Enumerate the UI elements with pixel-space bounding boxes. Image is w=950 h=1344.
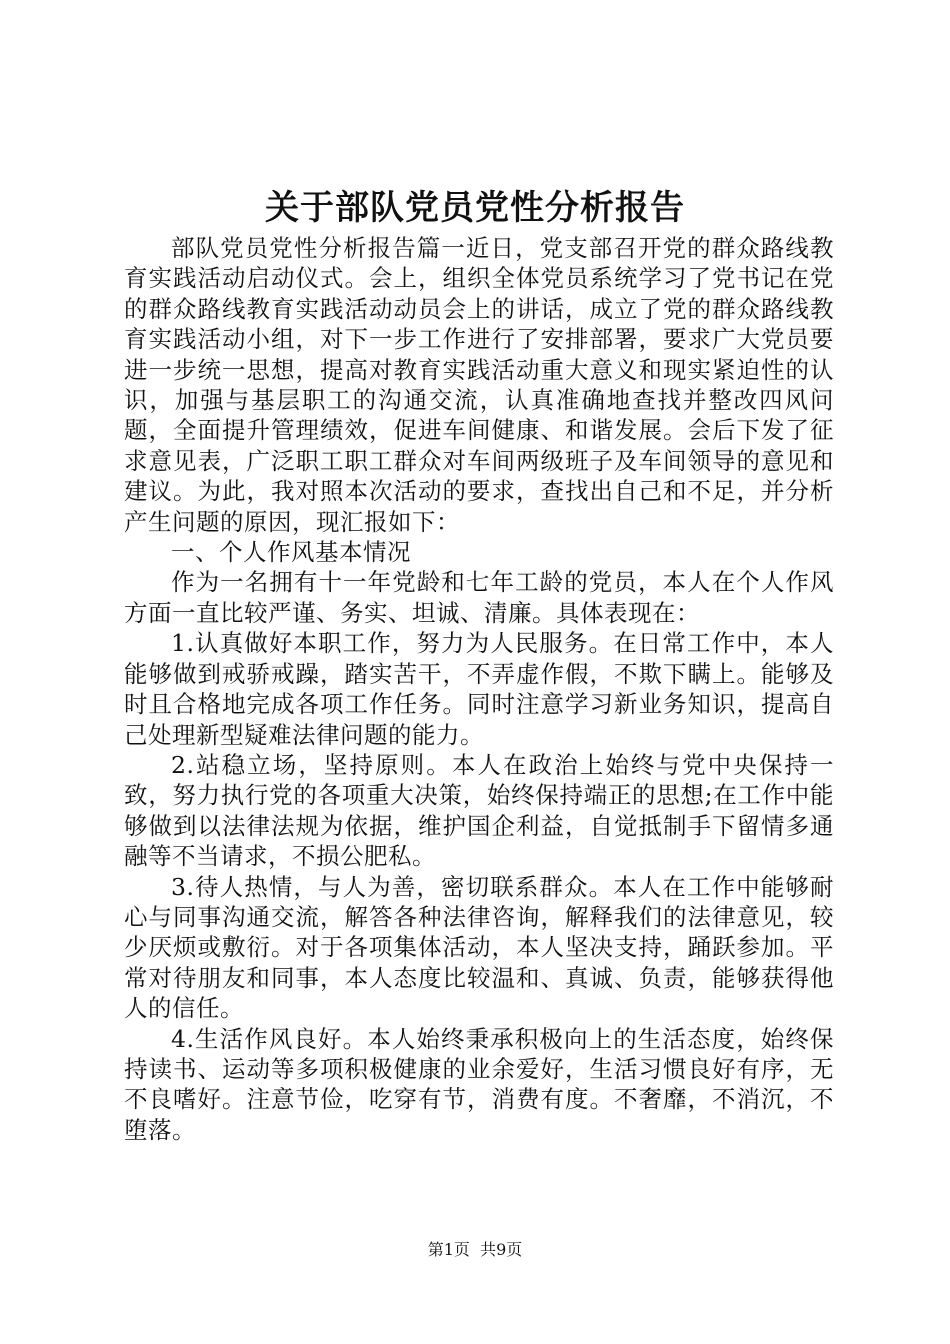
paragraph-item-2: 2.站稳立场，坚持原则。本人在政治上始终与党中央保持一致，努力执行党的各项重大决策，始终保持端正的思想;在工作中能够做到以法律法规为依据，维护国企利益，自觉抵制手下留情多通融等不当请求，不损公肥私。: [124, 750, 834, 871]
page-footer: [0, 1239, 950, 1261]
page-title: 关于部队党员党性分析报告: [265, 188, 685, 228]
paragraph-item-4: 4.生活作风良好。本人始终秉承积极向上的生活态度，始终保持读书、运动等多项积极健康的业余爱好，生活习惯良好有序，无不良嗜好。注意节俭，吃穿有节，消费有度。不奢靡，不消沉，不堕落。: [124, 1024, 834, 1144]
document-body: [124, 233, 834, 1145]
paragraph-overview: 作为一名拥有十一年党龄和七年工龄的党员，本人在个人作风方面一直比较严谨、务实、坦诚、清廉。具体表现在：: [124, 568, 834, 627]
paragraph-item-1: 1.认真做好本职工作，努力为人民服务。在日常工作中，本人能够做到戒骄戒躁，踏实苦干，不弄虚作假，不欺下瞒上。能够及时且合格地完成各项工作任务。同时注意学习新业务知识，提高自己处理新型疑难法律问题的能力。: [124, 629, 834, 749]
paragraph-item-3: 3.待人热情，与人为善，密切联系群众。本人在工作中能够耐心与同事沟通交流，解答各种法律咨询，解释我们的法律意见，较少厌烦或敷衍。对于各项集体活动，本人坚决支持，踊跃参加。平常对待朋友和同事，本人态度比较温和、真诚、负责，能够获得他人的信任。: [124, 872, 834, 1023]
section-heading: 一、个人作风基本情况: [171, 538, 411, 567]
paragraph-intro: 部队党员党性分析报告篇一近日，党支部召开党的群众路线教育实践活动启动仪式。会上，组织全体党员系统学习了党书记在党的群众路线教育实践活动动员会上的讲话，成立了党的群众路线教育实践活动小组，对下一步工作进行了安排部署，要求广大党员要进一步统一思想，提高对教育实践活动重大意义和现实紧迫性的认识，加强与基层职工的沟通交流，认真准确地查找并整改四风问题，全面提升管理绩效，促进车间健康、和谐发展。会后下发了征求意见表，广泛职工职工群众对车间两级班子及车间领导的意见和建议。为此，我对照本次活动的要求，查找出自己和不足，并分析产生问题的原因，现汇报如下：: [124, 234, 834, 536]
page-number: 第1页 共9页: [427, 1240, 523, 1259]
